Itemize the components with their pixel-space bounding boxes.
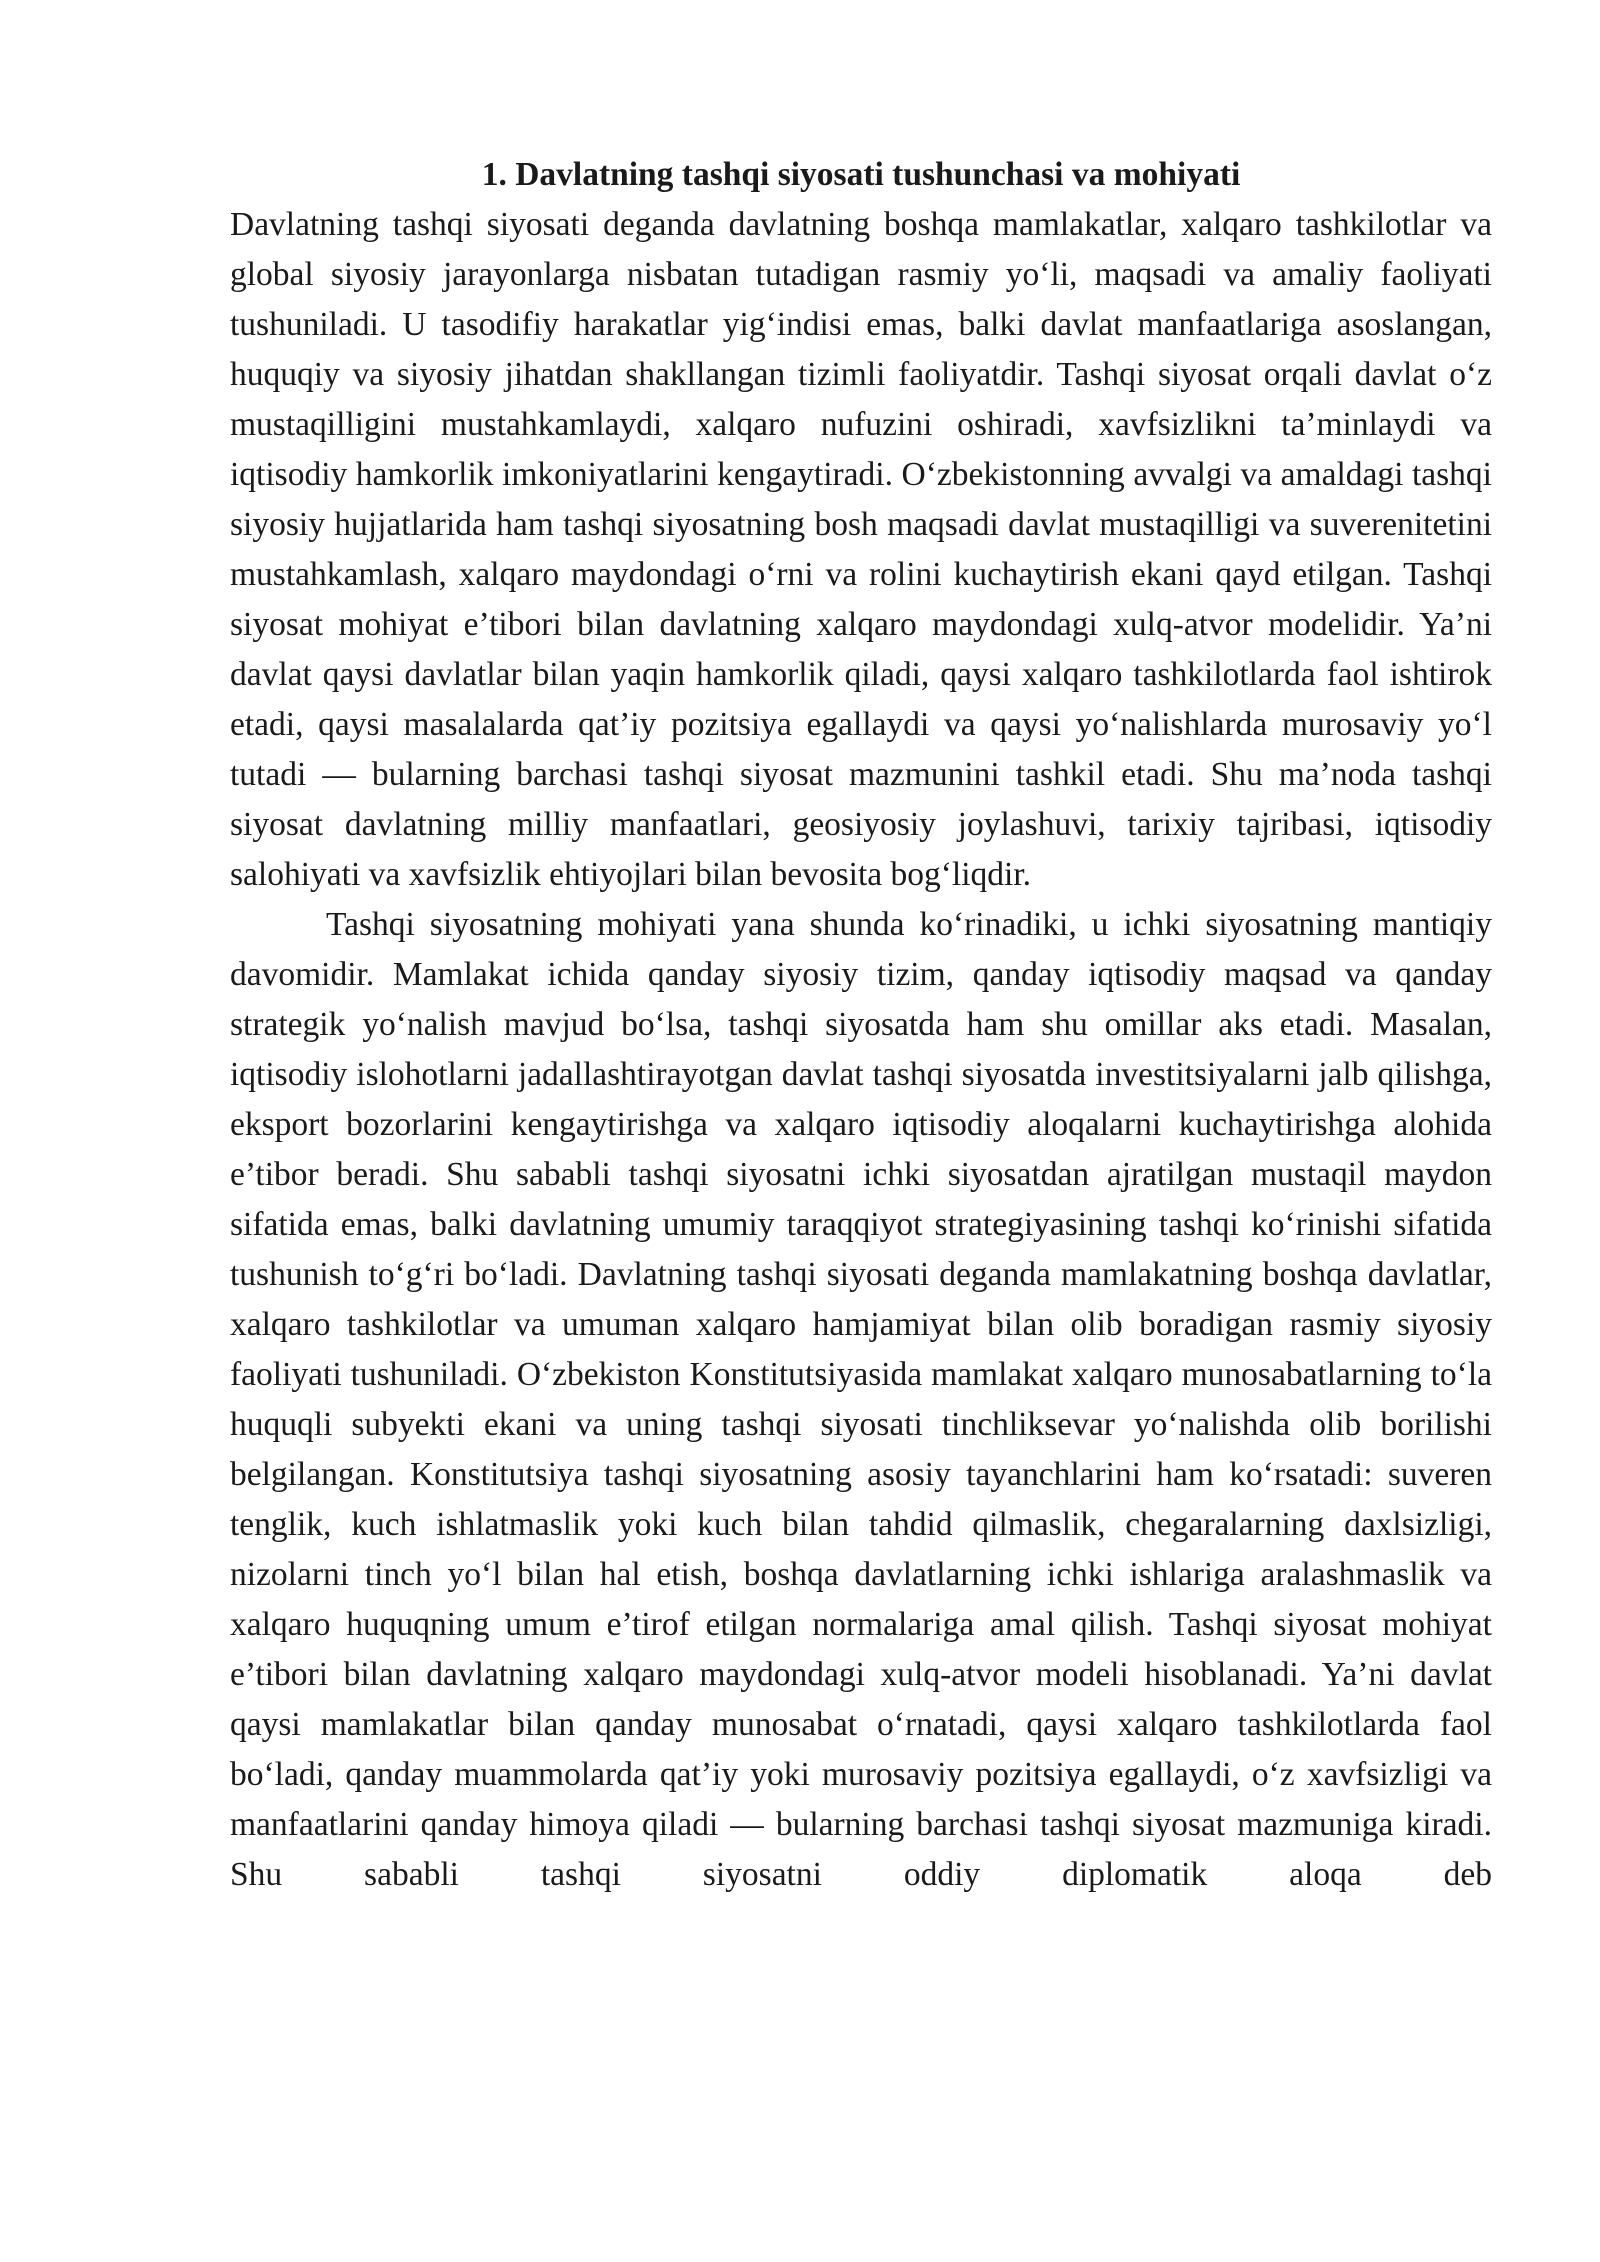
paragraph-2: Tashqi siyosatning mohiyati yana shunda ko‘rinadiki, u ichki siyosatning mantiqiy davomidir. Mamlakat ichida qanday siyosiy tizim, qanday iqtisodiy maqsad va qanday strategik yo‘nalish mavjud bo‘lsa, tashqi siyosatda ham shu omillar aks etadi. Masalan, iqtisodiy islohotlarni jadallashtirayotgan davlat tashqi siyosatda investitsiyalarni jalb qilishga, eksport bozorlarini kengaytirishga va xalqaro iqtisodiy aloqalarni kuchaytirishga alohida e’tibor beradi. Shu sababli tashqi siyosatni ichki siyosatdan ajratilgan mustaqil maydon sifatida emas, balki davlatning umumiy taraqqiyot strategiyasining tashqi ko‘rinishi sifatida tushunish to‘g‘ri bo‘ladi. Davlatning tashqi siyosati deganda mamlakatning boshqa davlatlar, xalqaro tashkilotlar va umuman xalqaro hamjamiyat bilan olib boradigan rasmiy siyosiy faoliyati tushuniladi. O‘zbekiston Konstitutsiyasida mamlakat xalqaro munosabatlarning to‘la huquqli subyekti ekani va uning tashqi siyosati tinchliksevar yo‘nalishda olib borilishi belgilangan. Konstitutsiya tashqi siyosatning asosiy tayanchlarini ham ko‘rsatadi: suveren tenglik, kuch ishlatmaslik yoki kuch bilan tahdid qilmaslik, chegaralarning daxlsizligi, nizolarni tinch yo‘l bilan hal etish, boshqa davlatlarning ichki ishlariga aralashmaslik va xalqaro huquqning umum e’tirof etilgan normalariga amal qilish. Tashqi siyosat mohiyat e’tibori bilan davlatning xalqaro maydondagi xulq-atvor modeli hisoblanadi. Ya’ni davlat qaysi mamlakatlar bilan qanday munosabat o‘rnatadi, qaysi xalqaro tashkilotlarda faol bo‘ladi, qanday muammolarda qat’iy yoki murosaviy pozitsiya egallaydi, o‘z xavfsizligi va manfaatlarini qanday himoya qiladi — bularning barchasi tashqi siyosat mazmuniga kiradi. Shu sababli tashqi siyosatni oddiy diplomatik aloqa deb (230, 906, 1492, 1893)
document-page (230, 150, 1492, 1900)
paragraph-1: Davlatning tashqi siyosati deganda davlatning boshqa mamlakatlar, xalqaro tashkilotlar va global siyosiy jarayonlarga nisbatan tutadigan rasmiy yo‘li, maqsadi va amaliy faoliyati tushuniladi. U tasodifiy harakatlar yig‘indisi emas, balki davlat manfaatlariga asoslangan, huquqiy va siyosiy jihatdan shakllangan tizimli faoliyatdir. Tashqi siyosat orqali davlat o‘z mustaqilligini mustahkamlaydi, xalqaro nufuzini oshiradi, xavfsizlikni ta’minlaydi va iqtisodiy hamkorlik imkoniyatlarini kengaytiradi. O‘zbekistonning avvalgi va amaldagi tashqi siyosiy hujjatlarida ham tashqi siyosatning bosh maqsadi davlat mustaqilligi va suverenitetini mustahkamlash, xalqaro maydondagi o‘rni va rolini kuchaytirish ekani qayd etilgan. Tashqi siyosat mohiyat e’tibori bilan davlatning xalqaro maydondagi xulq-atvor modelidir. Ya’ni davlat qaysi davlatlar bilan yaqin hamkorlik qiladi, qaysi xalqaro tashkilotlarda faol ishtirok etadi, qaysi masalalarda qat’iy pozitsiya egallaydi va qaysi yo‘nalishlarda murosaviy yo‘l tutadi — bularning barchasi tashqi siyosat mazmunini tashkil etadi. Shu ma’noda tashqi siyosat davlatning milliy manfaatlari, geosiyosiy joylashuvi, tarixiy tajribasi, iqtisodiy salohiyati va xavfsizlik ehtiyojlari bilan bevosita bog‘liqdir. (230, 206, 1492, 893)
section-heading: 1. Davlatning tashqi siyosati tushunchasi va mohiyati (481, 156, 1241, 193)
